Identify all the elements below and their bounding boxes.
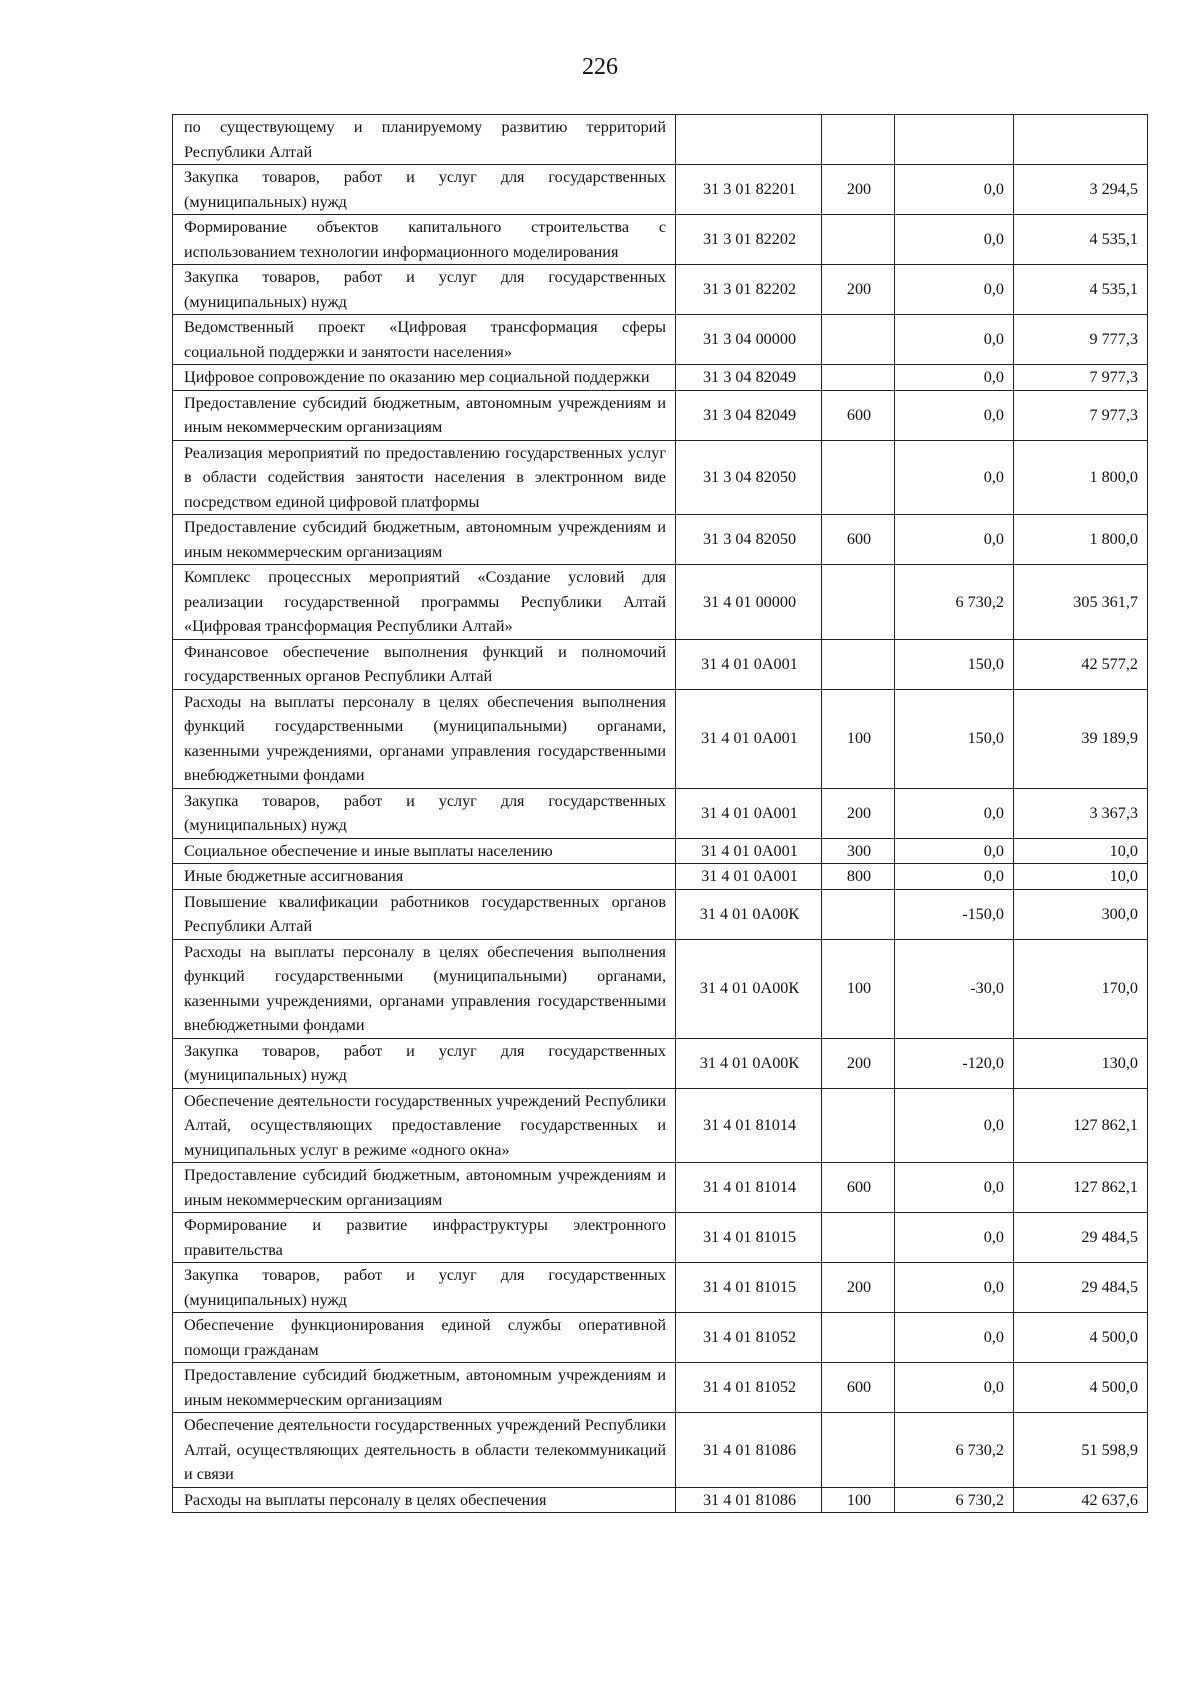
table-row bbox=[173, 565, 1148, 640]
row-name-cell: Финансовое обеспечение выполнения функций и полномочий государственных органов Республики Алтай bbox=[173, 639, 676, 689]
row-expense-type-cell: 100 bbox=[822, 1487, 895, 1513]
row-name-cell: Закупка товаров, работ и услуг для государственных (муниципальных) нужд bbox=[173, 1038, 676, 1088]
table-row bbox=[173, 315, 1148, 365]
row-amount-change-cell: 0,0 bbox=[895, 440, 1014, 515]
row-amount-change-cell: 0,0 bbox=[895, 1088, 1014, 1163]
row-name-cell: Расходы на выплаты персоналу в целях обеспечения выполнения функций государственными (муниципальными) органами, казенными учреждениями, органами управления государственными внебюджетными фондами bbox=[173, 939, 676, 1038]
row-name-cell: Предоставление субсидий бюджетным, автономным учреждениям и иным некоммерческим организациям bbox=[173, 1163, 676, 1213]
table-row bbox=[173, 215, 1148, 265]
row-code-cell: 31 3 04 82049 bbox=[676, 390, 822, 440]
row-amount-change-cell: 150,0 bbox=[895, 689, 1014, 788]
table-row bbox=[173, 1413, 1148, 1488]
row-expense-type-cell: 200 bbox=[822, 165, 895, 215]
row-expense-type-cell bbox=[822, 1088, 895, 1163]
row-name-cell: Обеспечение деятельности государственных учреждений Республики Алтай, осуществляющих деятельность в области телекоммуникаций и связи bbox=[173, 1413, 676, 1488]
row-code-cell: 31 4 01 81086 bbox=[676, 1487, 822, 1513]
table-row bbox=[173, 365, 1148, 391]
row-name-cell: Предоставление субсидий бюджетным, автономным учреждениям и иным некоммерческим организациям bbox=[173, 390, 676, 440]
row-code-cell: 31 4 01 0А001 bbox=[676, 838, 822, 864]
row-amount-change-cell: -120,0 bbox=[895, 1038, 1014, 1088]
row-name-cell: Расходы на выплаты персоналу в целях обеспечения bbox=[173, 1487, 676, 1513]
row-expense-type-cell: 600 bbox=[822, 1363, 895, 1413]
row-amount-change-cell: 0,0 bbox=[895, 265, 1014, 315]
row-amount-change-cell: -30,0 bbox=[895, 939, 1014, 1038]
table-row bbox=[173, 689, 1148, 788]
row-code-cell: 31 4 01 81052 bbox=[676, 1313, 822, 1363]
row-expense-type-cell bbox=[822, 315, 895, 365]
row-amount-change-cell: 0,0 bbox=[895, 788, 1014, 838]
row-expense-type-cell bbox=[822, 365, 895, 391]
row-name-cell: Закупка товаров, работ и услуг для государственных (муниципальных) нужд bbox=[173, 265, 676, 315]
row-amount-total-cell: 51 598,9 bbox=[1014, 1413, 1148, 1488]
row-amount-total-cell: 127 862,1 bbox=[1014, 1088, 1148, 1163]
row-expense-type-cell bbox=[822, 1413, 895, 1488]
row-name-cell: Формирование и развитие инфраструктуры электронного правительства bbox=[173, 1213, 676, 1263]
row-expense-type-cell bbox=[822, 889, 895, 939]
row-code-cell: 31 3 04 82049 bbox=[676, 365, 822, 391]
row-expense-type-cell: 200 bbox=[822, 265, 895, 315]
row-name-cell: Цифровое сопровождение по оказанию мер социальной поддержки bbox=[173, 365, 676, 391]
row-name-cell: Комплекс процессных мероприятий «Создание условий для реализации государственной программы Республики Алтай «Цифровая трансформация Республики Алтай» bbox=[173, 565, 676, 640]
page-number: 226 bbox=[582, 54, 618, 80]
row-name-cell: Реализация мероприятий по предоставлению государственных услуг в области содействия занятости населения в электронном виде посредством единой цифровой платформы bbox=[173, 440, 676, 515]
row-amount-total-cell: 4 500,0 bbox=[1014, 1363, 1148, 1413]
row-code-cell: 31 3 01 82202 bbox=[676, 215, 822, 265]
row-code-cell: 31 3 01 82201 bbox=[676, 165, 822, 215]
table-row bbox=[173, 515, 1148, 565]
row-code-cell: 31 3 04 00000 bbox=[676, 315, 822, 365]
row-code-cell: 31 4 01 81015 bbox=[676, 1263, 822, 1313]
row-code-cell: 31 4 01 0А001 bbox=[676, 639, 822, 689]
row-amount-change-cell: 0,0 bbox=[895, 390, 1014, 440]
row-amount-change-cell: -150,0 bbox=[895, 889, 1014, 939]
row-amount-change-cell: 0,0 bbox=[895, 315, 1014, 365]
table-row bbox=[173, 788, 1148, 838]
row-expense-type-cell bbox=[822, 1313, 895, 1363]
row-code-cell: 31 3 01 82202 bbox=[676, 265, 822, 315]
row-expense-type-cell: 200 bbox=[822, 1263, 895, 1313]
row-code-cell: 31 3 04 82050 bbox=[676, 515, 822, 565]
row-amount-total-cell bbox=[1014, 115, 1148, 165]
row-name-cell: Обеспечение деятельности государственных учреждений Республики Алтай, осуществляющих предоставление государственных и муниципальных услуг в режиме «одного окна» bbox=[173, 1088, 676, 1163]
row-amount-change-cell: 0,0 bbox=[895, 864, 1014, 890]
row-expense-type-cell: 300 bbox=[822, 838, 895, 864]
row-amount-change-cell bbox=[895, 115, 1014, 165]
table-row bbox=[173, 1213, 1148, 1263]
row-code-cell: 31 4 01 0А00К bbox=[676, 889, 822, 939]
row-name-cell: Закупка товаров, работ и услуг для государственных (муниципальных) нужд bbox=[173, 1263, 676, 1313]
row-amount-total-cell: 42 577,2 bbox=[1014, 639, 1148, 689]
row-amount-total-cell: 300,0 bbox=[1014, 889, 1148, 939]
row-amount-change-cell: 0,0 bbox=[895, 1213, 1014, 1263]
table-row bbox=[173, 115, 1148, 165]
row-expense-type-cell: 600 bbox=[822, 1163, 895, 1213]
table-row bbox=[173, 864, 1148, 890]
row-name-cell: Предоставление субсидий бюджетным, автономным учреждениям и иным некоммерческим организациям bbox=[173, 1363, 676, 1413]
table-row bbox=[173, 1363, 1148, 1413]
row-amount-change-cell: 0,0 bbox=[895, 515, 1014, 565]
row-amount-total-cell: 4 535,1 bbox=[1014, 215, 1148, 265]
row-amount-change-cell: 6 730,2 bbox=[895, 1413, 1014, 1488]
table-row bbox=[173, 1163, 1148, 1213]
row-code-cell: 31 4 01 0А001 bbox=[676, 689, 822, 788]
row-amount-total-cell: 7 977,3 bbox=[1014, 365, 1148, 391]
row-code-cell: 31 4 01 0А001 bbox=[676, 788, 822, 838]
row-amount-change-cell: 0,0 bbox=[895, 1313, 1014, 1363]
row-name-cell: Формирование объектов капитального строительства с использованием технологии информационного моделирования bbox=[173, 215, 676, 265]
row-amount-total-cell: 3 367,3 bbox=[1014, 788, 1148, 838]
row-code-cell: 31 4 01 81014 bbox=[676, 1088, 822, 1163]
row-code-cell: 31 4 01 81014 bbox=[676, 1163, 822, 1213]
row-expense-type-cell bbox=[822, 115, 895, 165]
table-row bbox=[173, 1263, 1148, 1313]
row-code-cell bbox=[676, 115, 822, 165]
row-amount-change-cell: 6 730,2 bbox=[895, 565, 1014, 640]
row-amount-change-cell: 0,0 bbox=[895, 838, 1014, 864]
row-amount-total-cell: 9 777,3 bbox=[1014, 315, 1148, 365]
row-expense-type-cell: 200 bbox=[822, 1038, 895, 1088]
row-name-cell: Обеспечение функционирования единой службы оперативной помощи гражданам bbox=[173, 1313, 676, 1363]
row-amount-change-cell: 0,0 bbox=[895, 1163, 1014, 1213]
row-name-cell: Предоставление субсидий бюджетным, автономным учреждениям и иным некоммерческим организациям bbox=[173, 515, 676, 565]
row-code-cell: 31 4 01 81086 bbox=[676, 1413, 822, 1488]
table-row bbox=[173, 390, 1148, 440]
row-code-cell: 31 4 01 81052 bbox=[676, 1363, 822, 1413]
table-row bbox=[173, 265, 1148, 315]
budget-table bbox=[172, 114, 1148, 1513]
row-expense-type-cell bbox=[822, 440, 895, 515]
row-name-cell: по существующему и планируемому развитию территорий Республики Алтай bbox=[173, 115, 676, 165]
table-row bbox=[173, 1088, 1148, 1163]
row-amount-total-cell: 1 800,0 bbox=[1014, 515, 1148, 565]
row-expense-type-cell: 100 bbox=[822, 689, 895, 788]
row-code-cell: 31 4 01 0А001 bbox=[676, 864, 822, 890]
row-expense-type-cell bbox=[822, 215, 895, 265]
row-code-cell: 31 4 01 81015 bbox=[676, 1213, 822, 1263]
row-amount-total-cell: 10,0 bbox=[1014, 864, 1148, 890]
row-name-cell: Социальное обеспечение и иные выплаты населению bbox=[173, 838, 676, 864]
row-code-cell: 31 4 01 0А00К bbox=[676, 939, 822, 1038]
row-amount-change-cell: 0,0 bbox=[895, 365, 1014, 391]
table-row bbox=[173, 165, 1148, 215]
row-name-cell: Закупка товаров, работ и услуг для государственных (муниципальных) нужд bbox=[173, 165, 676, 215]
row-amount-total-cell: 305 361,7 bbox=[1014, 565, 1148, 640]
table-row bbox=[173, 889, 1148, 939]
row-expense-type-cell: 600 bbox=[822, 390, 895, 440]
row-expense-type-cell: 800 bbox=[822, 864, 895, 890]
row-amount-total-cell: 1 800,0 bbox=[1014, 440, 1148, 515]
row-amount-total-cell: 3 294,5 bbox=[1014, 165, 1148, 215]
row-expense-type-cell: 600 bbox=[822, 515, 895, 565]
row-name-cell: Закупка товаров, работ и услуг для государственных (муниципальных) нужд bbox=[173, 788, 676, 838]
row-amount-total-cell: 29 484,5 bbox=[1014, 1213, 1148, 1263]
row-amount-total-cell: 42 637,6 bbox=[1014, 1487, 1148, 1513]
row-amount-total-cell: 39 189,9 bbox=[1014, 689, 1148, 788]
row-name-cell: Иные бюджетные ассигнования bbox=[173, 864, 676, 890]
row-amount-change-cell: 6 730,2 bbox=[895, 1487, 1014, 1513]
row-amount-total-cell: 10,0 bbox=[1014, 838, 1148, 864]
table-row bbox=[173, 440, 1148, 515]
table-row bbox=[173, 1313, 1148, 1363]
row-name-cell: Ведомственный проект «Цифровая трансформация сферы социальной поддержки и занятости населения» bbox=[173, 315, 676, 365]
row-code-cell: 31 4 01 00000 bbox=[676, 565, 822, 640]
row-expense-type-cell bbox=[822, 1213, 895, 1263]
row-name-cell: Расходы на выплаты персоналу в целях обеспечения выполнения функций государственными (муниципальными) органами, казенными учреждениями, органами управления государственными внебюджетными фондами bbox=[173, 689, 676, 788]
row-expense-type-cell bbox=[822, 565, 895, 640]
budget-table-body bbox=[173, 115, 1148, 1513]
row-amount-total-cell: 4 500,0 bbox=[1014, 1313, 1148, 1363]
row-amount-total-cell: 7 977,3 bbox=[1014, 390, 1148, 440]
table-row bbox=[173, 639, 1148, 689]
table-row bbox=[173, 1487, 1148, 1513]
row-expense-type-cell bbox=[822, 639, 895, 689]
table-row bbox=[173, 939, 1148, 1038]
row-amount-change-cell: 0,0 bbox=[895, 165, 1014, 215]
row-name-cell: Повышение квалификации работников государственных органов Республики Алтай bbox=[173, 889, 676, 939]
row-amount-change-cell: 0,0 bbox=[895, 1263, 1014, 1313]
row-code-cell: 31 3 04 82050 bbox=[676, 440, 822, 515]
row-amount-change-cell: 150,0 bbox=[895, 639, 1014, 689]
row-amount-total-cell: 170,0 bbox=[1014, 939, 1148, 1038]
row-expense-type-cell: 100 bbox=[822, 939, 895, 1038]
row-amount-change-cell: 0,0 bbox=[895, 215, 1014, 265]
row-amount-total-cell: 29 484,5 bbox=[1014, 1263, 1148, 1313]
table-row bbox=[173, 1038, 1148, 1088]
row-amount-change-cell: 0,0 bbox=[895, 1363, 1014, 1413]
row-expense-type-cell: 200 bbox=[822, 788, 895, 838]
row-code-cell: 31 4 01 0А00К bbox=[676, 1038, 822, 1088]
row-amount-total-cell: 130,0 bbox=[1014, 1038, 1148, 1088]
table-row bbox=[173, 838, 1148, 864]
row-amount-total-cell: 4 535,1 bbox=[1014, 265, 1148, 315]
row-amount-total-cell: 127 862,1 bbox=[1014, 1163, 1148, 1213]
